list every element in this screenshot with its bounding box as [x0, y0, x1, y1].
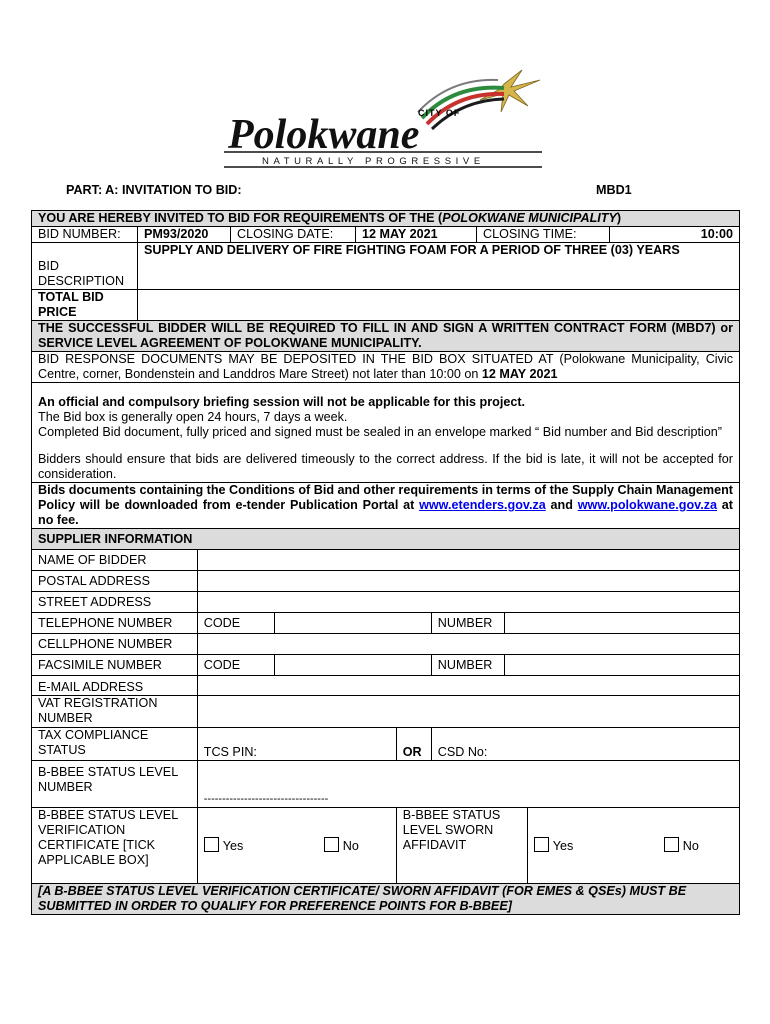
- telephone-label: TELEPHONE NUMBER: [32, 613, 198, 634]
- or-label: OR: [396, 728, 431, 760]
- checkbox-icon: [664, 837, 679, 852]
- telephone-number-label: NUMBER: [431, 613, 504, 633]
- csd-no-label: CSD No:: [431, 728, 739, 760]
- polokwane-link[interactable]: www.polokwane.gov.za: [577, 498, 718, 512]
- telephone-code-label: CODE: [203, 615, 241, 630]
- street-address-field[interactable]: [197, 592, 739, 613]
- bbbee-footer-note: [A B-BBEE STATUS LEVEL VERIFICATION CERTIFICATE/ SWORN AFFIDAVIT (FOR EMES & QSEs) MUST BE SUBMITTED IN ORDER TO QUALIFY FOR PREFERENCE POINTS FOR B-BBEE]: [32, 884, 740, 915]
- closing-time: 10:00: [609, 227, 739, 242]
- bid-description: SUPPLY AND DELIVERY OF FIRE FIGHTING FOAM FOR A PERIOD OF THREE (03) YEARS: [137, 243, 739, 290]
- tax-compliance-label: TAX COMPLIANCE STATUS: [32, 728, 198, 761]
- fax-number-field[interactable]: [504, 655, 739, 675]
- name-of-bidder-label: NAME OF BIDDER: [32, 550, 198, 571]
- polokwane-logo: [222, 66, 544, 170]
- sealed-note: Completed Bid document, fully priced and signed must be sealed in an envelope marked “ Bid number and Bid description”: [38, 425, 722, 439]
- contract-note: THE SUCCESSFUL BIDDER WILL BE REQUIRED TO FILL IN AND SIGN A WRITTEN CONTRACT FORM (MBD7) or SERVICE LEVEL AGREEMENT OF POLOKWANE MUNICIPALITY.: [32, 321, 740, 352]
- closing-time-label: CLOSING TIME:: [476, 227, 609, 242]
- affidavit-no-option[interactable]: No: [664, 839, 699, 853]
- logo-tagline: NATURALLY PROGRESSIVE: [262, 156, 485, 167]
- bbbee-level-field[interactable]: ----------------------------------: [197, 761, 739, 808]
- cellphone-field[interactable]: [197, 634, 739, 655]
- star-icon: [480, 70, 540, 112]
- closing-date: 12 MAY 2021: [355, 227, 476, 242]
- checkbox-icon: [204, 837, 219, 852]
- vat-field[interactable]: [197, 696, 739, 728]
- street-address-label: STREET ADDRESS: [32, 592, 198, 613]
- telephone-number-field[interactable]: [504, 613, 739, 633]
- cert-yes-option[interactable]: Yes: [204, 837, 324, 854]
- briefing-note: An official and compulsory briefing session will not be applicable for this project.: [38, 395, 526, 409]
- etenders-link[interactable]: www.etenders.gov.za: [419, 498, 546, 512]
- cert-no-option[interactable]: No: [324, 839, 359, 853]
- email-field[interactable]: [197, 676, 739, 696]
- timeous-note: Bidders should ensure that bids are delivered timeously to the correct address. If the bid is late, it will not be accepted for consideration.: [38, 452, 733, 481]
- cellphone-label: CELLPHONE NUMBER: [32, 634, 198, 655]
- checkbox-icon: [324, 837, 339, 852]
- box-hours-note: The Bid box is generally open 24 hours, 7 days a week.: [38, 410, 348, 424]
- postal-address-field[interactable]: [197, 571, 739, 592]
- download-note: Bids documents containing the Conditions of Bid and other requirements in terms of the Supply Chain Management Policy will be downloaded from e-tender Publication Portal at www.etenders.gov.za and www.polokwane.gov.za at no fee.: [32, 483, 740, 529]
- total-bid-price-label: TOTAL BID PRICE: [32, 290, 138, 321]
- total-bid-price-field[interactable]: [137, 290, 739, 321]
- bid-number: PM93/2020: [143, 227, 209, 241]
- bbbee-affidavit-label: B-BBEE STATUS LEVEL SWORN AFFIDAVIT: [396, 808, 527, 883]
- bid-number-label: BID NUMBER:: [32, 227, 138, 243]
- email-label: E-MAIL ADDRESS: [32, 676, 198, 696]
- tcs-pin-label: TCS PIN:: [203, 745, 257, 759]
- logo-name: Polokwane: [228, 112, 420, 158]
- postal-address-label: POSTAL ADDRESS: [32, 571, 198, 592]
- bbbee-certificate-label: B-BBEE STATUS LEVEL VERIFICATION CERTIFICATE [TICK APPLICABLE BOX]: [32, 808, 198, 884]
- checkbox-icon: [534, 837, 549, 852]
- info-block: [32, 383, 740, 483]
- bid-description-label: BID DESCRIPTION: [32, 243, 138, 290]
- affidavit-yes-option[interactable]: Yes: [534, 837, 664, 854]
- supplier-heading: SUPPLIER INFORMATION: [32, 529, 740, 550]
- deposit-note: BID RESPONSE DOCUMENTS MAY BE DEPOSITED IN THE BID BOX SITUATED AT (Polokwane Municipality, Civic Centre, corner, Bondenstein and Landdros Mare Street) not later than 10:00 on 12 MAY 2021: [32, 352, 740, 383]
- bid-form: [31, 210, 740, 915]
- bbbee-level-label: B-BBEE STATUS LEVEL NUMBER: [32, 761, 198, 808]
- fax-number-label: NUMBER: [431, 655, 504, 675]
- fax-code-label: CODE: [203, 657, 241, 672]
- logo-city-of: CITY OF: [418, 108, 461, 118]
- fax-code-field[interactable]: [274, 655, 431, 675]
- fax-label: FACSIMILE NUMBER: [32, 655, 198, 676]
- telephone-code-field[interactable]: [274, 613, 431, 633]
- part-heading: PART: A: INVITATION TO BID:: [66, 183, 242, 197]
- closing-date-label: CLOSING DATE:: [230, 227, 355, 242]
- form-code: MBD1: [596, 183, 632, 197]
- name-of-bidder-field[interactable]: [197, 550, 739, 571]
- invite-row: YOU ARE HEREBY INVITED TO BID FOR REQUIREMENTS OF THE (POLOKWANE MUNICIPALITY): [32, 211, 740, 227]
- vat-label: VAT REGISTRATION NUMBER: [32, 696, 198, 728]
